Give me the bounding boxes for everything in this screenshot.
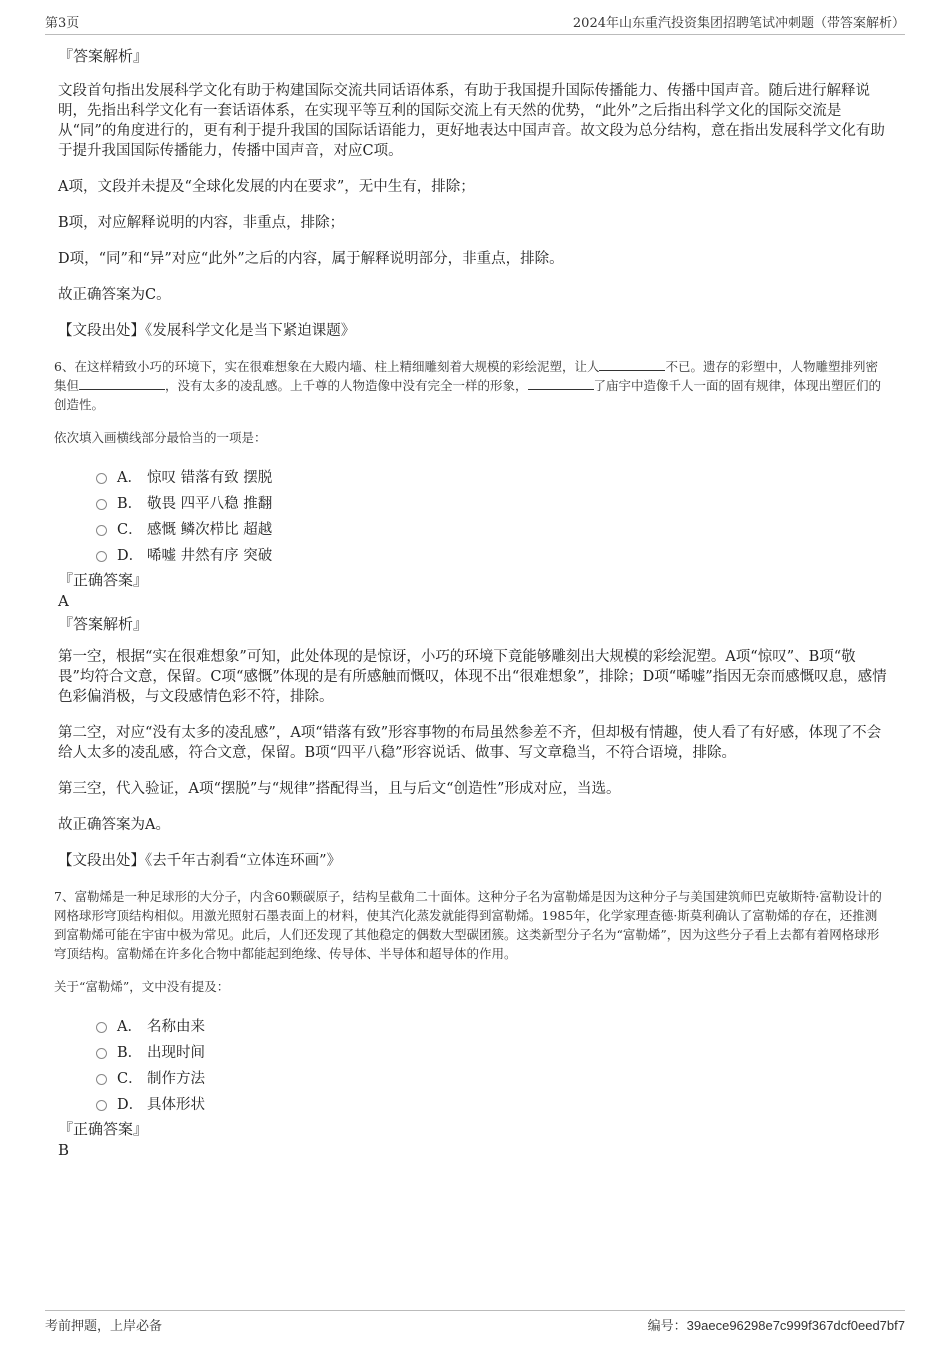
q6-analysis-paragraph-2: 第二空，对应“没有太多的凌乱感”，A项“错落有致”形容事物的布局虽然参差不齐，但却极有情趣，使人看了有好感，体现了不会给人太多的凌乱感，符合文意，保留。B项“四平八稳”形容说话、做事、写文章稳当，不符合语境，排除。 — [58, 725, 882, 761]
option-letter: D． — [117, 547, 144, 564]
q6-analysis-label: 『答案解析』 — [58, 615, 149, 633]
q7-option-b[interactable] — [96, 1038, 888, 1064]
option-letter: D． — [117, 1096, 144, 1113]
q6-conclusion: 故正确答案为A。 — [58, 817, 170, 833]
q6-blank-2 — [79, 377, 165, 390]
q5-analysis-option-a: A项，文段并未提及“全球化发展的内在要求”，无中生有，排除； — [58, 179, 475, 195]
q6-answer: A — [58, 592, 69, 610]
q6-stem-part: 不已。遗存的彩塑中，人物雕塑排列密集但 — [54, 359, 878, 393]
q5-analysis-option-b: B项，对应解释说明的内容，非重点，排除； — [58, 215, 345, 231]
q6-stem — [54, 357, 888, 414]
option-text: 惊叹 错落有致 摆脱 — [147, 469, 273, 486]
q6-option-d[interactable] — [96, 541, 888, 567]
q6-option-b[interactable] — [96, 489, 888, 515]
option-text: 名称由来 — [147, 1018, 205, 1035]
q7-options — [58, 1012, 888, 1116]
option-text: 敬畏 四平八稳 推翻 — [147, 495, 273, 512]
option-text: 唏嘘 井然有序 突破 — [147, 547, 273, 564]
option-letter: A． — [117, 469, 142, 486]
q6-stem-part: 6、在这样精致小巧的环境下，实在很难想象在大殿内墙、柱上精细雕刻着大规模的彩绘泥塑，让人 — [54, 359, 600, 374]
radio-icon[interactable] — [96, 551, 107, 562]
q7-option-d[interactable] — [96, 1090, 888, 1116]
option-text: 出现时间 — [147, 1044, 205, 1061]
option-text: 制作方法 — [147, 1070, 205, 1087]
footer-slogan: 考前押题，上岸必备 — [45, 1319, 163, 1334]
q6-answer-label: 『正确答案』 — [58, 571, 149, 589]
radio-icon[interactable] — [96, 499, 107, 510]
q5-conclusion: 故正确答案为C。 — [58, 287, 171, 303]
footer-code — [648, 1315, 905, 1334]
radio-icon[interactable] — [96, 1048, 107, 1059]
radio-icon[interactable] — [96, 1074, 107, 1085]
q6-prompt: 依次填入画横线部分最恰当的一项是： — [54, 430, 267, 445]
option-text: 具体形状 — [147, 1096, 205, 1113]
q5-analysis-paragraph: 文段首句指出发展科学文化有助于构建国际交流共同话语体系，有助于我国提升国际传播能力、传播中国声音。随后进行解释说明，先指出科学文化有一套话语体系，在实现平等互利的国际交流上有天然的优势，“此外”之后指出科学文化的国际交流是从“同”的角度进行的，更有利于提升我国的国际话语能力，更好地表达中国声音。故文段为总分结构，意在指出发展科学文化有助于提升我国国际传播能力，传播中国声音，对应C项。 — [58, 83, 885, 159]
document-title: 2024年山东重汽投资集团招聘笔试冲刺题（带答案解析） — [572, 16, 905, 31]
option-text: 感慨 鳞次栉比 超越 — [147, 521, 273, 538]
radio-icon[interactable] — [96, 1100, 107, 1111]
q7-prompt: 关于“富勒烯”，文中没有提及： — [54, 979, 230, 994]
option-letter: A． — [117, 1018, 142, 1035]
radio-icon[interactable] — [96, 1022, 107, 1033]
page-footer — [45, 1310, 905, 1334]
q7-answer: B — [58, 1141, 70, 1159]
q6-option-c[interactable] — [96, 515, 888, 541]
option-letter: C． — [117, 521, 143, 538]
footer-code-label: 编号： — [647, 1319, 687, 1334]
q7-answer-label: 『正确答案』 — [58, 1120, 149, 1138]
q6-blank-1 — [599, 358, 665, 371]
option-letter: B． — [117, 495, 143, 512]
q7-option-a[interactable] — [96, 1012, 888, 1038]
q6-source: 【文段出处】《去千年古刹看“立体连环画”》 — [58, 853, 342, 869]
radio-icon[interactable] — [96, 473, 107, 484]
q6-stem-part: ，没有太多的凌乱感。上千尊的人物造像中没有完全一样的形象， — [165, 378, 528, 393]
q7-option-c[interactable] — [96, 1064, 888, 1090]
page-header — [45, 12, 905, 35]
q5-source: 【文段出处】《发展科学文化是当下紧迫课题》 — [58, 323, 356, 339]
q6-analysis-paragraph-3: 第三空，代入验证，A项“摆脱”与“规律”搭配得当，且与后文“创造性”形成对应，当选。 — [58, 781, 621, 797]
page-number: 第3页 — [45, 16, 80, 31]
q6-stem-part: 了庙宇中造像千人一面的固有规律，体现出塑匠们的创造性。 — [54, 378, 882, 412]
q6-options — [58, 463, 888, 567]
q6-blank-3 — [528, 377, 594, 390]
option-letter: B． — [117, 1044, 143, 1061]
q6-option-a[interactable] — [96, 463, 888, 489]
page-content — [54, 45, 888, 1160]
option-letter: C． — [117, 1070, 143, 1087]
q7-stem: 7、富勒烯是一种足球形的大分子，内含60颗碳原子，结构呈截角二十面体。这种分子名为富勒烯是因为这种分子与美国建筑师巴克敏斯特·富勒设计的网格球形穹顶结构相似。用激光照射石墨表面上的材料，使其汽化蒸发就能得到富勒烯。1985年，化学家理查德·斯莫利确认了富勒烯的存在，还推测到富勒烯可能在宇宙中极为常见。此后，人们还发现了其他稳定的偶数大型碳团簇。这类新型分子名为“富勒烯”，因为这些分子看上去都有着网格球形穹顶结构。富勒烯在许多化合物中都能起到绝缘、传导体、半导体和超导体的作用。 — [54, 889, 882, 961]
q5-analysis-label: 『答案解析』 — [58, 47, 149, 65]
q5-analysis-option-d: D项，“同”和“异”对应“此外”之后的内容，属于解释说明部分，非重点，排除。 — [58, 251, 564, 267]
q6-analysis-paragraph-1: 第一空，根据“实在很难想象”可知，此处体现的是惊讶，小巧的环境下竟能够雕刻出大规模的彩绘泥塑。A项“惊叹”、B项“敬畏”均符合文意，保留。C项“感慨”体现的是有所感触而慨叹，体现不出“很难想象”，排除；D项“唏嘘”指因无奈而感慨叹息，感情色彩偏消极，与文段感情色彩不符，排除。 — [58, 649, 887, 705]
radio-icon[interactable] — [96, 525, 107, 536]
footer-code-value: 39aece96298e7c999f367dcf0eed7bf7 — [686, 1318, 905, 1333]
